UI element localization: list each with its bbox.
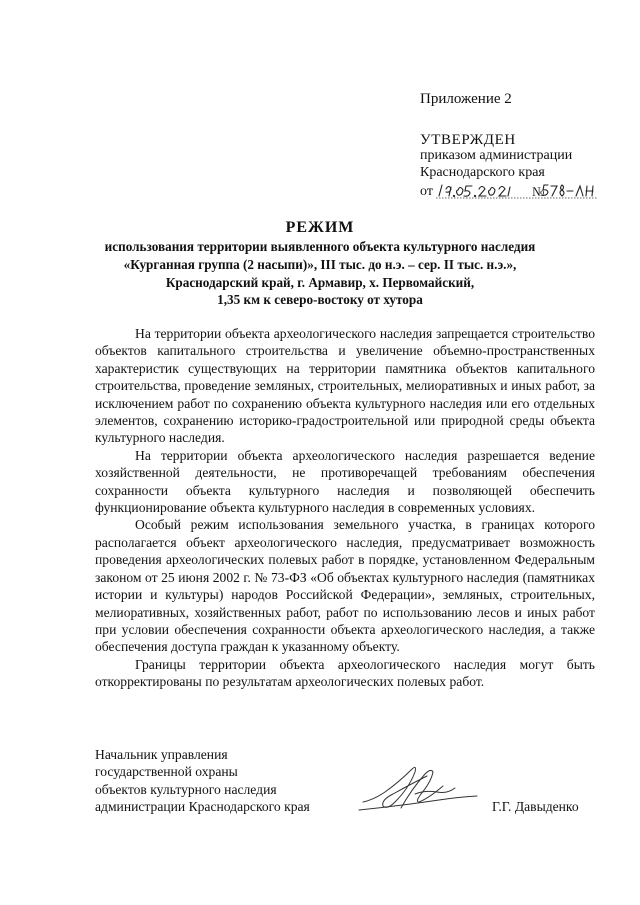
document-title: РЕЖИМ	[285, 219, 355, 236]
paragraph-permissions: На территории объекта археологического наследия разрешается ведение хозяйственной деятельности, не противоречащей требованиям обеспечения сохранности объекта культурного наследия и позволяющей обеспечить функционирование объекта культурного наследия в современных условиях.	[95, 447, 595, 516]
date-prefix: от	[420, 184, 433, 199]
subtitle-line-1: использования территории выявленного объекта культурного наследия	[104, 239, 536, 254]
order-line-2: Краснодарского края	[420, 165, 545, 180]
signer-name: Г.Г. Давыденко	[492, 799, 579, 814]
signer-position-line-2: государственной охраны	[95, 764, 238, 780]
document-subtitle	[0, 238, 640, 309]
subtitle-line-3: Краснодарский край, г. Армавир, х. Первомайский,	[165, 274, 475, 290]
signer-position-line-1: Начальник управления	[95, 747, 228, 762]
order-line-1: приказом администрации	[420, 148, 573, 163]
paragraph-prohibitions: На территории объекта археологического наследия запрещается строительство объектов капитального строительства и увеличение объемно-пространственных характеристик существующих на территории памятника объектов капитального строительства, проведение земляных, строительных, мелиоративных и иных работ, за исключением работ по сохранению объекта культурного наследия или его отдельных элементов, сохранению историко-градостроительной или природной среды объекта культурного наследия.	[95, 326, 595, 446]
order-reference	[420, 147, 572, 181]
paragraph-special-regime: Особый режим использования земельного участка, в границах которого располагается объект археологического наследия, предусматривает возможность проведения археологических полевых работ в порядке, установленном Федеральным законом от 25 июня 2002 г. № 73-ФЗ «Об объектах культурного наследия (памятниках истории и культуры) народов Российской Федерации», земляных, строительных, мелиоративных, хозяйственных работ, работ по использованию лесов и иных работ при условии обеспечения сохранности объекта археологического наследия, а также обеспечения доступа граждан к указанному объекту.	[95, 517, 595, 655]
signer-position-line-4: администрации Краснодарского края	[95, 799, 310, 815]
signer-position	[95, 746, 310, 816]
subtitle-line-2: «Курганная группа (2 насыпи)», III тыс. до н.э. – сер. II тыс. н.э.»,	[123, 256, 517, 272]
handwritten-date-and-number	[420, 181, 600, 201]
order-date-line	[420, 181, 600, 201]
paragraph-boundaries: Границы территории объекта археологического наследия могут быть откорректированы по результатам археологических полевых работ.	[95, 656, 595, 690]
number-sign: №	[532, 184, 545, 199]
signer-position-line-3: объектов культурного наследия	[95, 781, 277, 797]
handwritten-signature	[355, 758, 480, 820]
document-body	[95, 325, 595, 691]
appendix-label: Приложение 2	[420, 91, 512, 107]
subtitle-line-4: 1,35 км к северо-востоку от хутора	[217, 292, 423, 308]
approved-label: УТВЕРЖДЕН	[420, 132, 516, 148]
